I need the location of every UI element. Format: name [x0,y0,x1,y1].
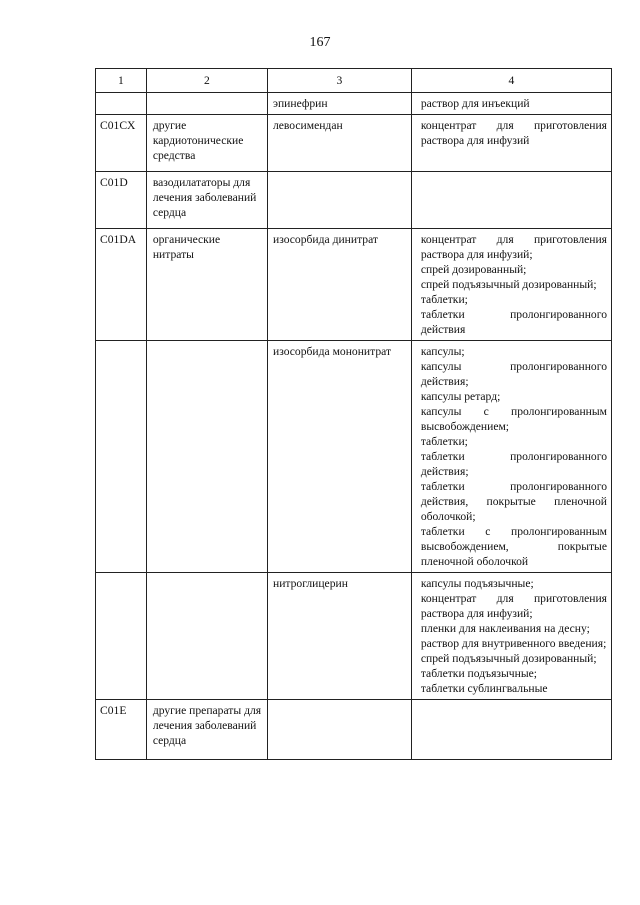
page-number: 167 [309,35,331,50]
column-header-1: 1 [96,69,147,93]
dosage-forms-cell [411,172,611,229]
column-header-2: 2 [146,69,267,93]
dosage-forms-cell [411,93,611,115]
dosage-form-item: таблетки пролонгированного действия [420,308,607,336]
anatomical-group-cell: другие препараты для лечения заболеваний сердца [146,700,267,760]
atc-code-cell: C01D [96,172,147,229]
table-header-row [96,69,612,93]
dosage-forms-cell [411,573,611,700]
table-row [96,93,612,115]
dosage-form-item: спрей дозированный; [420,263,527,276]
column-header-4: 4 [411,69,611,93]
table-row [96,229,612,341]
substance-cell: изосорбида динитрат [267,229,411,341]
anatomical-group-cell: вазодилататоры для лечения заболеваний сердца [146,172,267,229]
dosage-form-item: таблетки пролонгированного действия, покрытые пленочной оболочкой; [420,480,607,523]
atc-code-cell [96,93,147,115]
dosage-form-item: таблетки с пролонгированным высвобождением, покрытые пленочной оболочкой [420,525,607,568]
dosage-form-item: таблетки; [420,293,468,306]
dosage-form-item: пленки для наклеивания на десну; [420,622,590,635]
column-header-3: 3 [267,69,411,93]
substance-cell: левосимендан [267,115,411,172]
anatomical-group-cell: органические нитраты [146,229,267,341]
dosage-forms-cell [411,229,611,341]
dosage-form-item: концентрат для приготовления раствора для инфузий [420,119,607,147]
atc-code-cell: C01DA [96,229,147,341]
drug-classification-table [95,68,612,760]
table-row [96,172,612,229]
dosage-form-item: таблетки пролонгированного действия; [420,450,607,478]
substance-cell: нитроглицерин [267,573,411,700]
dosage-form-item: капсулы; [420,345,465,358]
dosage-forms-cell [411,115,611,172]
table-row [96,573,612,700]
substance-cell [267,700,411,760]
dosage-form-item: раствор для внутривенного введения; [420,637,607,650]
dosage-form-item: капсулы ретард; [420,390,501,403]
atc-code-cell: C01CX [96,115,147,172]
atc-code-cell: C01E [96,700,147,760]
dosage-forms-cell [411,341,611,573]
dosage-form-item: капсулы пролонгированного действия; [420,360,607,388]
dosage-form-item: капсулы подъязычные; [420,577,534,590]
anatomical-group-cell: другие кардиотонические средства [146,115,267,172]
dosage-form-item: таблетки подъязычные; [420,667,537,680]
dosage-form-item: концентрат для приготовления раствора для инфузий; [420,233,607,261]
atc-code-cell [96,573,147,700]
anatomical-group-cell [146,341,267,573]
table-row [96,341,612,573]
dosage-forms-cell [411,700,611,760]
dosage-form-item: раствор для инъекций [420,97,530,110]
table-row [96,115,612,172]
table-row [96,700,612,760]
dosage-form-item: спрей подъязычный дозированный; [420,278,597,291]
substance-cell: эпинефрин [267,93,411,115]
anatomical-group-cell [146,93,267,115]
substance-cell: изосорбида мононитрат [267,341,411,573]
anatomical-group-cell [146,573,267,700]
substance-cell [267,172,411,229]
dosage-form-item: таблетки сублингвальные [420,682,548,695]
dosage-form-item: капсулы с пролонгированным высвобождением; [420,405,607,433]
atc-code-cell [96,341,147,573]
dosage-form-item: таблетки; [420,435,468,448]
dosage-form-item: концентрат для приготовления раствора для инфузий; [420,592,607,620]
dosage-form-item: спрей подъязычный дозированный; [420,652,597,665]
